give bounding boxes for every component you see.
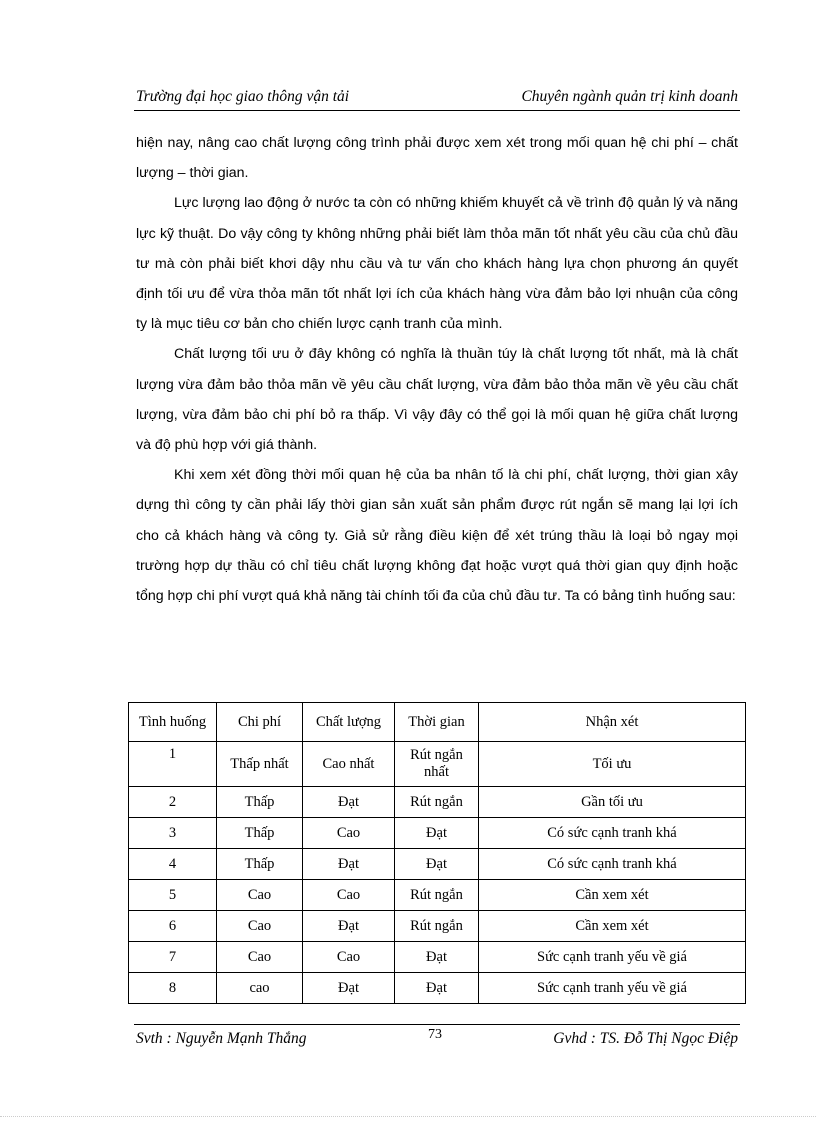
table-cell: Thấp nhất xyxy=(217,742,303,787)
body-text xyxy=(136,128,738,611)
table-cell: 7 xyxy=(129,942,217,973)
table-cell: Cao xyxy=(303,942,395,973)
table-cell: 5 xyxy=(129,880,217,911)
paragraph: Chất lượng tối ưu ở đây không có nghĩa là thuần túy là chất lượng tốt nhất, mà là chất lượng vừa đảm bảo thỏa mãn về yêu cầu chất lượng, vừa đảm bảo thỏa mãn về yêu cầu chất lượng, vừa đảm bảo chi phí bỏ ra thấp. Vì vậy đây có thể gọi là mối quan hệ giữa chất lượng và độ phù hợp với giá thành. xyxy=(136,346,738,454)
table-cell: Gần tối ưu xyxy=(479,787,746,818)
table-row xyxy=(129,911,746,942)
table-cell: Cần xem xét xyxy=(479,911,746,942)
footer-student: Svth : Nguyễn Mạnh Thắng xyxy=(136,1030,307,1047)
table-cell: Đạt xyxy=(303,849,395,880)
header-cell: Chất lượng xyxy=(303,703,395,742)
table-row xyxy=(129,787,746,818)
header-major: Chuyên ngành quản trị kinh doanh xyxy=(521,88,738,105)
table-cell: 8 xyxy=(129,973,217,1004)
table-cell: Cao nhất xyxy=(303,742,395,787)
table-cell: 4 xyxy=(129,849,217,880)
table-cell: Cao xyxy=(217,942,303,973)
table-cell: Tối ưu xyxy=(479,742,746,787)
page-edge-divider xyxy=(0,1116,816,1117)
table-cell: Rút ngắn xyxy=(395,880,479,911)
table-cell: Cao xyxy=(217,911,303,942)
table-cell: Thấp xyxy=(217,818,303,849)
table-row xyxy=(129,742,746,787)
table-cell: Cao xyxy=(217,880,303,911)
table-cell: Có sức cạnh tranh khá xyxy=(479,849,746,880)
table-cell: 1 xyxy=(129,742,217,787)
table-cell: Rút ngắn nhất xyxy=(395,742,479,787)
footer-advisor: Gvhd : TS. Đỗ Thị Ngọc Điệp xyxy=(553,1030,738,1047)
header-cell: Thời gian xyxy=(395,703,479,742)
table-row xyxy=(129,849,746,880)
page-footer xyxy=(134,1024,740,1055)
table-cell: 6 xyxy=(129,911,217,942)
page-number: 73 xyxy=(428,1027,442,1042)
table-cell: 2 xyxy=(129,787,217,818)
table-cell: Cao xyxy=(303,818,395,849)
table-cell: cao xyxy=(217,973,303,1004)
paragraph: Lực lượng lao động ở nước ta còn có những khiếm khuyết cả về trình độ quản lý và năng lực kỹ thuật. Do vậy công ty không những phải biết làm thỏa mãn tốt nhất yêu cầu của chủ đầu tư mà còn phải biết khơi dậy nhu cầu và tư vấn cho khách hàng lựa chọn phương án quyết định tối ưu để vừa thỏa mãn tốt nhất lợi ích của khách hàng vừa đảm bảo lợi nhuận của công ty là mục tiêu cơ bản cho chiến lược cạnh tranh của mình. xyxy=(136,195,738,333)
page-header xyxy=(134,84,740,111)
table-cell: 3 xyxy=(129,818,217,849)
table-row xyxy=(129,942,746,973)
header-school: Trường đại học giao thông vận tải xyxy=(136,88,350,105)
table-cell: Sức cạnh tranh yếu về giá xyxy=(479,942,746,973)
table-cell: Có sức cạnh tranh khá xyxy=(479,818,746,849)
table-cell: Đạt xyxy=(303,787,395,818)
table-row xyxy=(129,973,746,1004)
table-cell: Đạt xyxy=(395,818,479,849)
table-cell: Rút ngắn xyxy=(395,911,479,942)
table-cell: Rút ngắn xyxy=(395,787,479,818)
table-row xyxy=(129,818,746,849)
table-cell: Đạt xyxy=(303,911,395,942)
table-cell: Cần xem xét xyxy=(479,880,746,911)
table-cell: Thấp xyxy=(217,849,303,880)
table-row xyxy=(129,880,746,911)
scenario-table xyxy=(128,702,746,1004)
table-cell: Đạt xyxy=(395,849,479,880)
table-cell: Thấp xyxy=(217,787,303,818)
table-cell: Đạt xyxy=(395,942,479,973)
table-cell: Cao xyxy=(303,880,395,911)
header-cell: Tình huống xyxy=(129,703,217,742)
paragraph: Khi xem xét đồng thời mối quan hệ của ba nhân tố là chi phí, chất lượng, thời gian xây dựng thì công ty cần phải lấy thời gian sản xuất sản phẩm được rút ngắn sẽ mang lại lợi ích cho cả khách hàng và công ty. Giả sử rằng điều kiện để xét trúng thầu là loại bỏ ngay mọi trường hợp dự thầu có chỉ tiêu chất lượng không đạt hoặc vượt quá thời gian quy định hoặc tổng hợp chi phí vượt quá khả năng tài chính tối đa của chủ đầu tư. Ta có bảng tình huống sau: xyxy=(136,467,738,605)
header-cell: Chi phí xyxy=(217,703,303,742)
table-cell: Sức cạnh tranh yếu về giá xyxy=(479,973,746,1004)
paragraph: hiện nay, nâng cao chất lượng công trình phải được xem xét trong mối quan hệ chi phí – chất lượng – thời gian. xyxy=(136,135,738,182)
header-cell: Nhận xét xyxy=(479,703,746,742)
table-header-row xyxy=(129,703,746,742)
table-cell: Đạt xyxy=(303,973,395,1004)
table-cell: Đạt xyxy=(395,973,479,1004)
